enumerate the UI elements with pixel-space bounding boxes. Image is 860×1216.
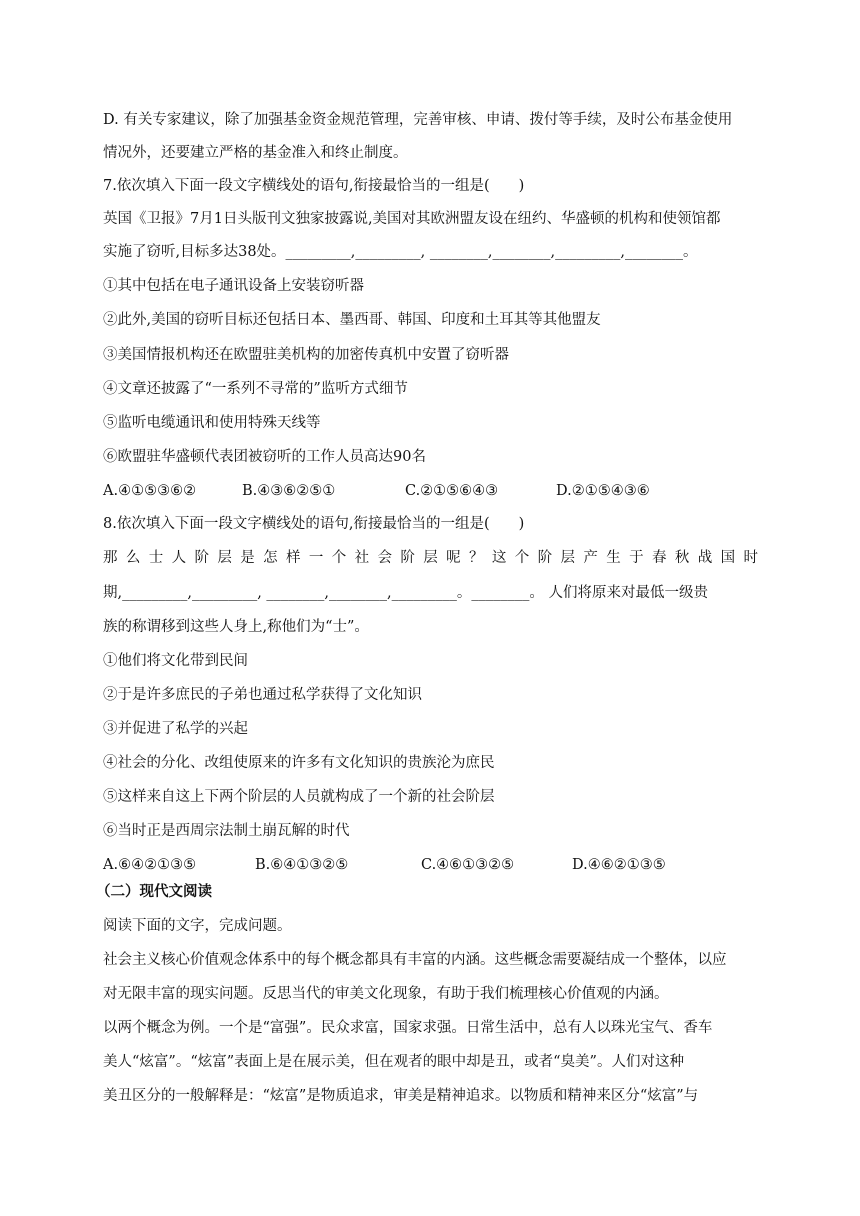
option-c: C.④⑥①③②⑤	[421, 857, 515, 873]
section-heading: （二）现代文阅读	[96, 884, 212, 900]
option-b: B.④③⑥②⑤①	[242, 483, 336, 499]
text-line: ①其中包括在电子通讯设备上安装窃听器	[103, 278, 364, 294]
text-line: 阅读下面的文字，完成问题。	[103, 918, 292, 934]
text-line: ①他们将文化带到民间	[103, 653, 248, 669]
text-line: D. 有关专家建议，除了加强基金资金规范管理，完善审核、申请、拨付等手续，及时公布基金使用	[103, 112, 733, 128]
text-line: 对无限丰富的现实问题。反思当代的审美文化现象，有助于我们梳理核心价值观的内涵。	[103, 986, 669, 1002]
option-d: D.④⑥②①③⑤	[572, 857, 666, 873]
text-line: ②于是许多庶民的子弟也通过私学获得了文化知识	[103, 687, 422, 703]
text-line: ④文章还披露了“一系列不寻常的”监听方式细节	[103, 381, 408, 397]
text-line: 那么士人阶层是怎样一个社会阶层呢？这个阶层产生于春秋战国时	[103, 550, 758, 566]
option-d: D.②①⑤④③⑥	[556, 483, 650, 499]
text-line: ③美国情报机构还在欧盟驻美机构的加密传真机中安置了窃听器	[103, 347, 509, 363]
text-line: ②此外,美国的窃听目标还包括日本、墨西哥、韩国、印度和土耳其等其他盟友	[103, 312, 601, 328]
text-line: 情况外，还要建立严格的基金准入和终止制度。	[103, 145, 408, 161]
text-line: 以两个概念为例。一个是“富强”。民众求富，国家求强。日常生活中，总有人以珠光宝气、香车	[103, 1020, 713, 1036]
question-8-stem: 8.依次填入下面一段文字横线处的语句,衔接最恰当的一组是( )	[103, 516, 525, 532]
text-line: 美丑区分的一般解释是：“炫富”是物质追求，审美是精神追求。以物质和精神来区分“炫富”与	[103, 1088, 699, 1104]
text-line: 实施了窃听,目标多达38处。_________,_________, ________,________,_________,________。	[103, 244, 698, 260]
option-a: A.④①⑤③⑥②	[103, 483, 197, 499]
text-line: 期,_________,_________, ________,________,_________。________。 人们将原来对最低一级贵	[103, 585, 709, 601]
option-b: B.⑥④①③②⑤	[255, 857, 349, 873]
text-line: ⑥当时正是西周宗法制土崩瓦解的时代	[103, 823, 350, 839]
text-line: 族的称谓移到这些人身上,称他们为“士”。	[103, 619, 369, 635]
text-line: 社会主义核心价值观念体系中的每个概念都具有丰富的内涵。这些概念需要凝结成一个整体，以应	[103, 952, 727, 968]
text-line: ⑤监听电缆通讯和使用特殊天线等	[103, 415, 321, 431]
text-line: ③并促进了私学的兴起	[103, 721, 248, 737]
option-c: C.②①⑤⑥④③	[405, 483, 499, 499]
text-line: 美人“炫富”。“炫富”表面上是在展示美，但在观者的眼中却是丑，或者“臭美”。人们对这种	[103, 1054, 684, 1070]
text-line: ⑥欧盟驻华盛顿代表团被窃听的工作人员高达90名	[103, 449, 426, 465]
text-line: 英国《卫报》7月1日头版刊文独家披露说,美国对其欧洲盟友设在纽约、华盛顿的机构和使领馆都	[103, 211, 721, 227]
text-line: ④社会的分化、改组使原来的许多有文化知识的贵族沦为庶民	[103, 755, 495, 771]
text-line: ⑤这样来自这上下两个阶层的人员就构成了一个新的社会阶层	[103, 789, 495, 805]
option-a: A.⑥④②①③⑤	[103, 857, 197, 873]
question-7-stem: 7.依次填入下面一段文字横线处的语句,衔接最恰当的一组是( )	[103, 178, 525, 194]
